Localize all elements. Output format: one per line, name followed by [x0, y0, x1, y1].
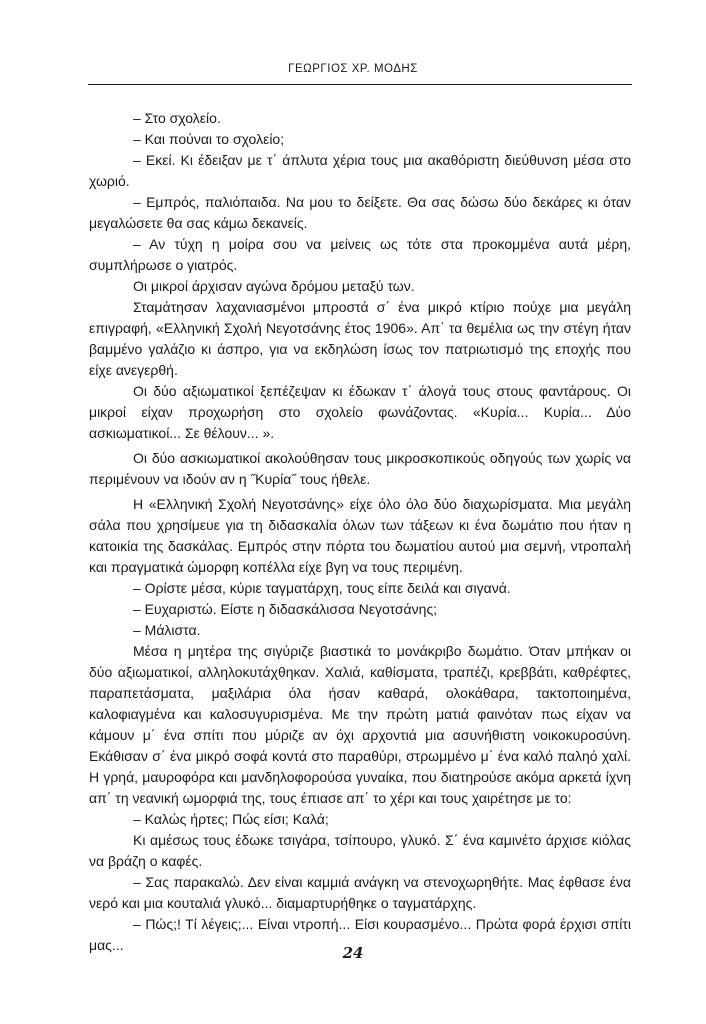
paragraph: – Εκεί. Κι έδειξαν με τ΄ άπλυτα χέρια τους μια ακαθόριστη διεύθυνση μέσα στο χωριό.	[89, 152, 631, 189]
paragraph: – Εμπρός, παλιόπαιδα. Να μου το δείξετε. Θα σας δώσω δύο δεκάρες κι όταν μεγαλώσετε θα σας κάμω δεκανείς.	[89, 194, 631, 231]
paragraph: – Αν τύχη η μοίρα σου να μείνεις ως τότε στα προκομμένα αυτά μέρη, συμπλήρωσε ο γιατρός.	[89, 236, 631, 273]
paragraph: – Μάλιστα.	[133, 622, 201, 638]
paragraph: – Καλώς ήρτες; Πώς είσι; Καλά;	[133, 811, 329, 827]
header-rule	[88, 84, 632, 85]
paragraph: Σταμάτησαν λαχανιασμένοι μπροστά σ΄ ένα μικρό κτίριο πούχε μια μεγάλη επιγραφή, «Ελληνική Σχολή Νεγοτσάνης έτος 1906». Απ΄ τα θεμέλια ως την στέγη ήταν βαμμένο γαλάζιο κι άσπρο, για να εκδηλώση ίσως τον πατριωτισμό της εποχής που είχε ανεγερθή.	[89, 299, 631, 378]
paragraph: Η «Ελληνική Σχολή Νεγοτσάνης» είχε όλο όλο δύο διαχωρίσματα. Μια μεγάλη σάλα που χρησίμευε για τη διδασκαλία όλων των τάξεων κι ένα δωμάτιο που ήταν η κατοικία της δασκάλας. Εμπρός στην πόρτα του δωματίου αυτού μια σεμνή, ντροπαλή και πραγματικά ώμορφη κοπέλλα είχε βγη να τους περιμένη.	[89, 496, 631, 575]
paragraph: Οι δύο αξιωματικοί ξεπέζεψαν κι έδωκαν τ΄ άλογά τους στους φαντάρους. Οι μικροί είχαν προχωρήση στο σχολείο φωνάζοντας. «Κυρία... Κυρία... Δύο ασκιωματικοί... Σε θέλουν... ».	[89, 383, 631, 441]
paragraph: – Και πούναι το σχολείο;	[133, 131, 285, 147]
page-number: 24	[342, 944, 364, 962]
paragraph: Κι αμέσως τους έδωκε τσιγάρα, τσίπουρο, γλυκό. Σ΄ ένα καμινέτο άρχισε κιόλας να βράζη ο καφές.	[89, 832, 631, 869]
paragraph: – Ευχαριστώ. Είστε η διδασκάλισσα Νεγοτσάνης;	[133, 601, 438, 617]
body-text	[89, 108, 631, 956]
paragraph: – Ορίστε μέσα, κύριε ταγματάρχη, τους είπε δειλά και σιγανά.	[133, 580, 511, 596]
paragraph: – Στο σχολείο.	[133, 110, 221, 126]
paragraph: Οι μικροί άρχισαν αγώνα δρόμου μεταξύ των.	[133, 278, 415, 294]
paragraph: Οι δύο ασκιωματικοί ακολούθησαν τους μικροσκοπικούς οδηγούς των χωρίς να περιμένουν να ιδούν αν η ˝Κυρία˝ τους ήθελε.	[89, 450, 631, 487]
running-head: ΓΕΩΡΓΙΟΣ ΧΡ. ΜΟΔΗΣ	[288, 63, 418, 75]
paragraph: Μέσα η μητέρα της σιγύριζε βιαστικά το μονάκριβο δωμάτιο. Όταν μπήκαν οι δύο αξιωματικοί, αλληλοκυτάχθηκαν. Χαλιά, καθίσματα, τραπέζι, κρεββάτι, καθρέφτες, παραπετάσματα, μαξιλάρια όλα ήσαν καθαρά, ολοκάθαρα, τακτοποιημένα, καλοφιαγμένα και καλοσυγυρισμένα. Με την πρώτη ματιά φαινόταν πως είχαν να κάμουν μ΄ ένα σπίτι που μύριζε αν όχι αρχοντιά μια ασυνήθιστη νοικοκυροσύνη. Εκάθισαν σ΄ ένα μικρό σοφά κοντά στο παραθύρι, στρωμμένο μ΄ ένα καλό παληό χαλί. Η γρηά, μαυροφόρα και μανδηλοφορούσα γυναίκα, που διατηρούσε ακόμα αρκετά ίχνη απ΄ τη νεανική ωμορφιά της, τους έπιασε απ΄ το χέρι και τους χαιρέτησε με το:	[89, 643, 631, 806]
paragraph: – Πώς;! Τί λέγεις;... Είναι ντροπή... Είσι κουρασμένο... Πρώτα φορά έρχισι σπίτι μας...	[89, 916, 631, 953]
paragraph: – Σας παρακαλώ. Δεν είναι καμμιά ανάγκη να στενοχωρηθήτε. Μας έφθασε ένα νερό και μια κουταλιά γλυκό... διαμαρτυρήθηκε ο ταγματάρχης.	[89, 874, 631, 911]
